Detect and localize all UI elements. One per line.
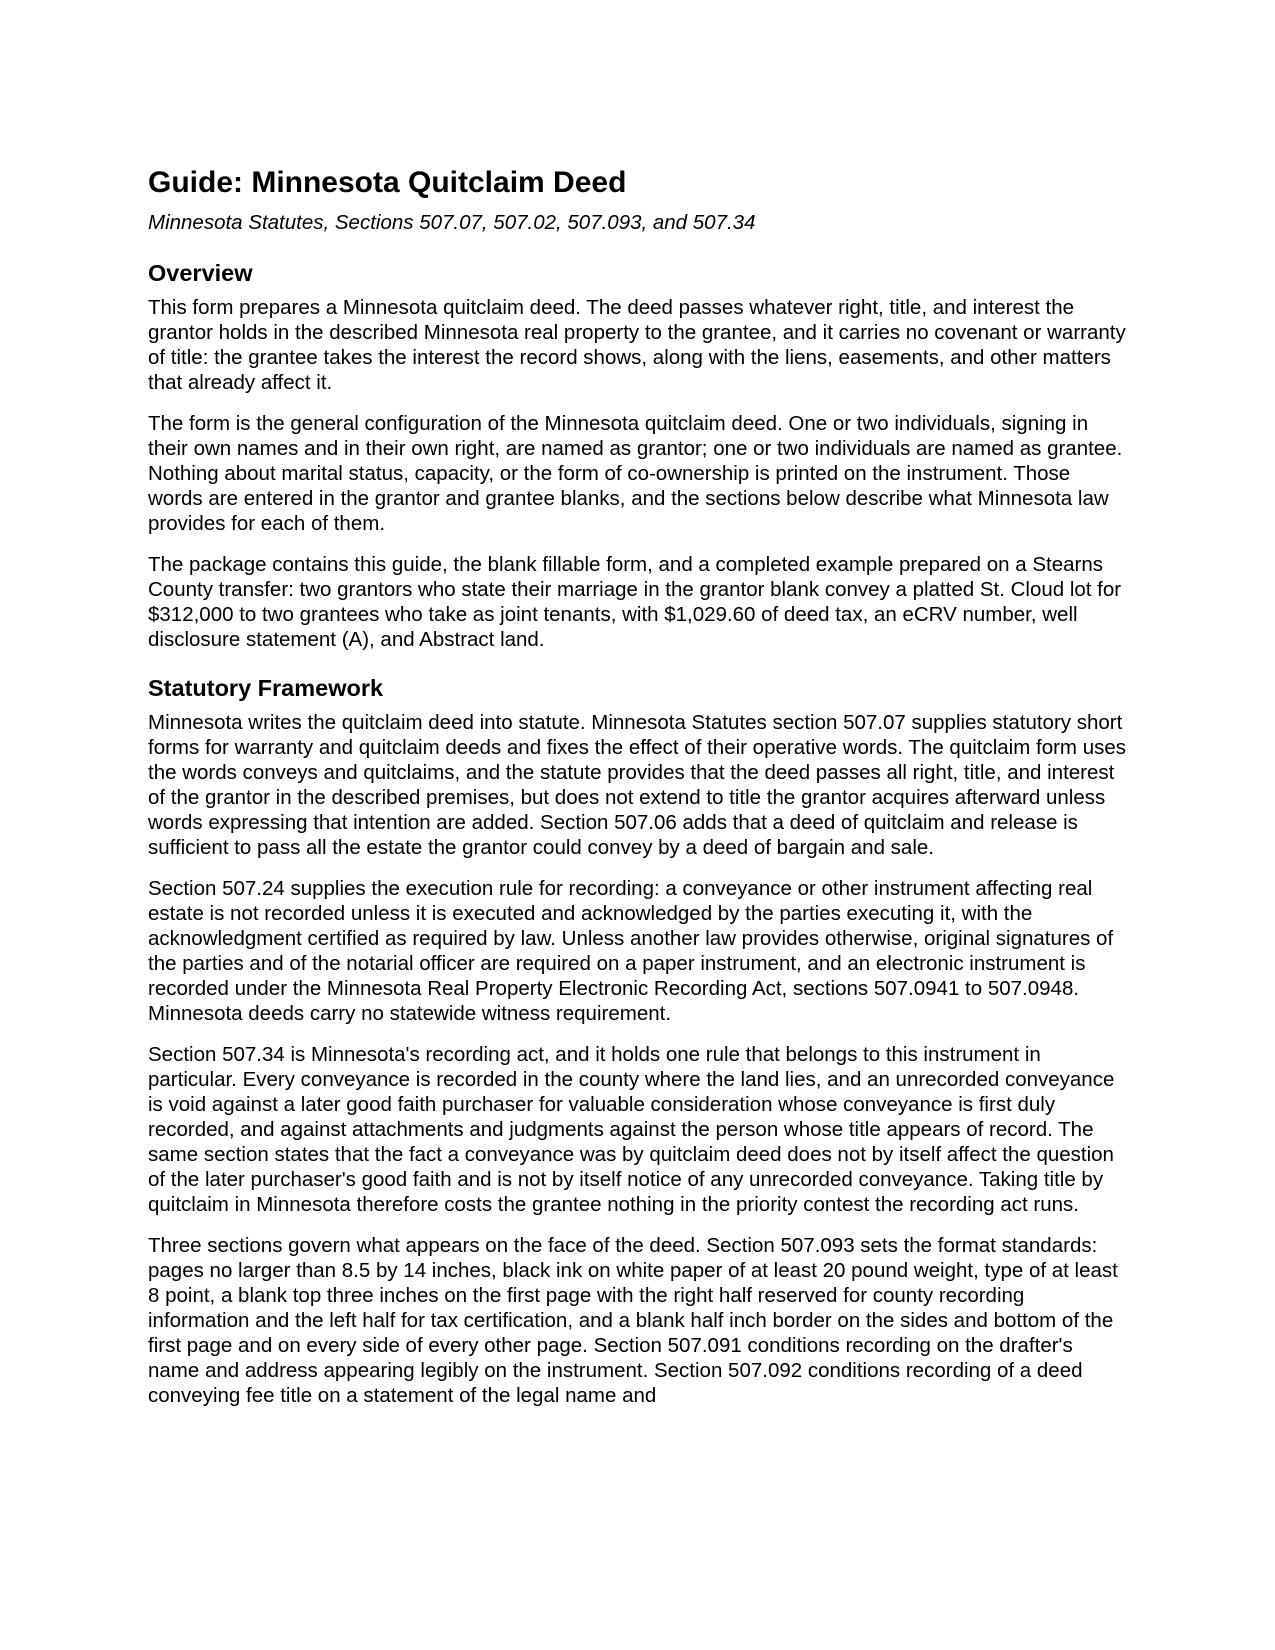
paragraph: The form is the general configuration of the Minnesota quitclaim deed. One or two individuals, signing in their own names and in their own right, are named as grantor; one or two individuals are named as grantee. Nothing about marital status, capacity, or the form of co-ownership is printed on the instrument. Those words are entered in the grantor and grantee blanks, and the sections below describe what Minnesota law provides for each of them. — [148, 412, 1123, 535]
paragraph: This form prepares a Minnesota quitclaim deed. The deed passes whatever right, title, and interest the grantor holds in the described Minnesota real property to the grantee, and it carries no covenant or warranty of title: the grantee takes the interest the record shows, along with the liens, easements, and other matters that already affect it. — [148, 296, 1126, 394]
document-subtitle: Minnesota Statutes, Sections 507.07, 507.02, 507.093, and 507.34 — [148, 211, 756, 234]
document-page — [148, 165, 1128, 1424]
paragraph: Minnesota writes the quitclaim deed into statute. Minnesota Statutes section 507.07 supplies statutory short forms for warranty and quitclaim deeds and fixes the effect of their operative words. The quitclaim form uses the words conveys and quitclaims, and the statute provides that the deed passes all right, title, and interest of the grantor in the described premises, but does not extend to title the grantor acquires afterward unless words expressing that intention are added. Section 507.06 adds that a deed of quitclaim and release is sufficient to pass all the estate the grantor could convey by a deed of bargain and sale. — [148, 711, 1127, 859]
paragraph: Section 507.34 is Minnesota's recording act, and it holds one rule that belongs to this instrument in particular. Every conveyance is recorded in the county where the land lies, and an unrecorded conveyance is void against a later good faith purchaser for valuable consideration whose conveyance is first duly recorded, and against attachments and judgments against the person whose title appears of record. The same section states that the fact a conveyance was by quitclaim deed does not by itself affect the question of the later purchaser's good faith and is not by itself notice of any unrecorded conveyance. Taking title by quitclaim in Minnesota therefore costs the grantee nothing in the priority contest the recording act runs. — [148, 1043, 1115, 1216]
paragraph: The package contains this guide, the blank fillable form, and a completed example prepared on a Stearns County transfer: two grantors who state their marriage in the grantor blank convey a platted St. Cloud lot for $312,000 to two grantees who take as joint tenants, with $1,029.60 of deed tax, an eCRV number, well disclosure statement (A), and Abstract land. — [148, 553, 1122, 651]
section-heading: Overview — [148, 260, 253, 286]
paragraph: Three sections govern what appears on the face of the deed. Section 507.093 sets the format standards: pages no larger than 8.5 by 14 inches, black ink on white paper of at least 20 pound weight, type of at least 8 point, a blank top three inches on the first page with the right half reserved for county recording information and the left half for tax certification, and a blank half inch border on the sides and bottom of the first page and on every side of every other page. Section 507.091 conditions recording on the drafter's name and address appearing legibly on the instrument. Section 507.092 conditions recording of a deed conveying fee title on a statement of the legal name and — [148, 1234, 1118, 1407]
document-title: Guide: Minnesota Quitclaim Deed — [148, 166, 627, 199]
section-heading: Statutory Framework — [148, 675, 384, 701]
paragraph: Section 507.24 supplies the execution rule for recording: a conveyance or other instrument affecting real estate is not recorded unless it is executed and acknowledged by the parties executing it, with the acknowledgment certified as required by law. Unless another law provides otherwise, original signatures of the parties and of the notarial officer are required on a paper instrument, and an electronic instrument is recorded under the Minnesota Real Property Electronic Recording Act, sections 507.0941 to 507.0948. Minnesota deeds carry no statewide witness requirement. — [148, 877, 1114, 1025]
section-overview — [148, 259, 1128, 652]
section-statutory-framework — [148, 674, 1128, 1408]
